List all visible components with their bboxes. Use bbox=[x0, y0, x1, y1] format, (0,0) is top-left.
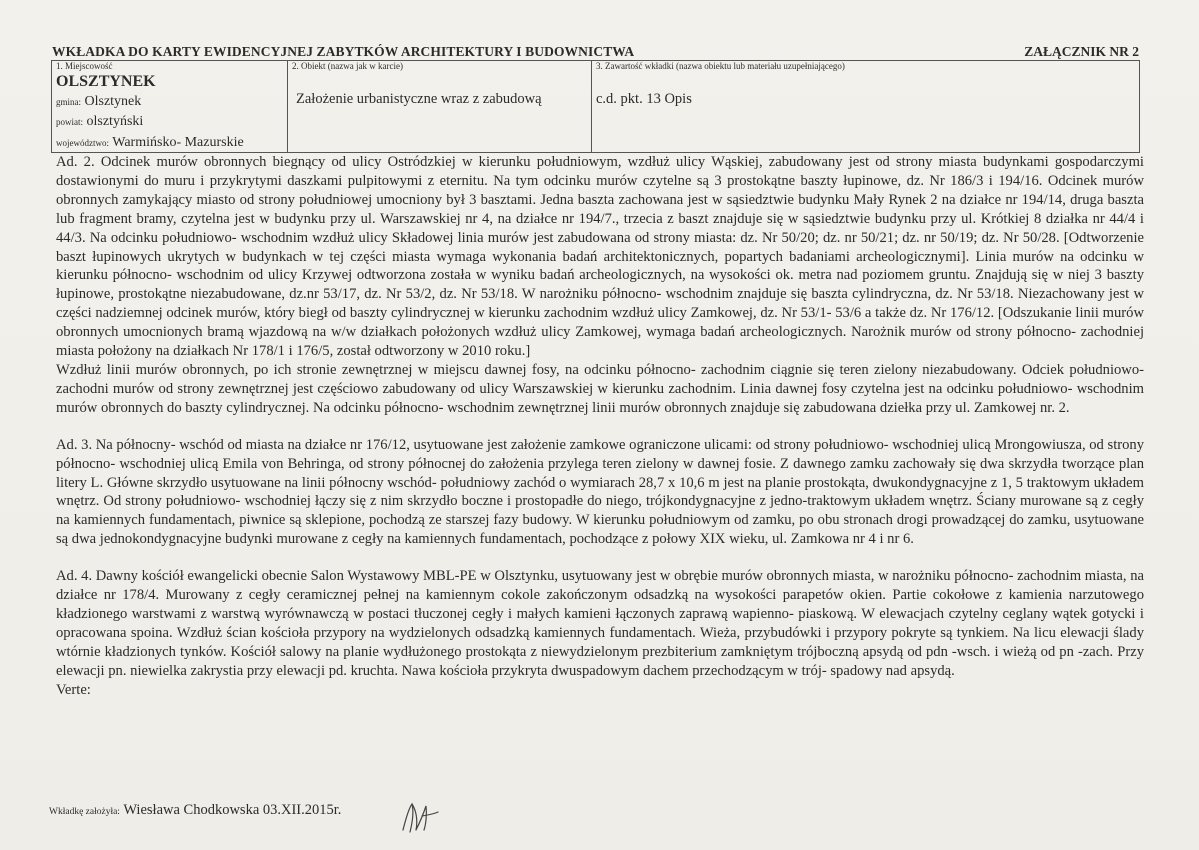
author-name: Wiesława Chodkowska 03.XII.2015r. bbox=[123, 802, 342, 818]
locality-label: 1. Miejscowość bbox=[56, 61, 113, 71]
form-title: WKŁADKA DO KARTY EWIDENCYJNEJ ZABYTKÓW ARCHITEKTURY I BUDOWNICTWA bbox=[52, 44, 635, 59]
contents-label: 3. Zawartość wkładki (nazwa obiektu lub materiału uzupełniającego) bbox=[596, 61, 845, 71]
author-label: Wkładkę założyła: bbox=[49, 807, 120, 817]
paragraph-ad3: Ad. 3. Na północny- wschód od miasta na działce nr 176/12, usytuowane jest założenie zamkowe ograniczone ulicami: od strony południowo- wschodniej ulicą Mrongowiusza, od strony północno- wschodniej ulicą Emila von Behringa, od strony północnej do założenia przylega teren zielony w dawnej fosie. Z dawnego zamku zachowały się dwa skrzydła tworzące plan litery L. Główne skrzydło usytuowane na linii północny wschód- południowy zachód o wymiarach 28,7 x 10,6 m jest na planie prostokąta, dwukondygnacyjne z 1, 5 traktowym układem wnętrz. Od strony południowo- wschodniej łączy się z nim skrzydło boczne i prostopadłe do niego, trójkondygnacyjne z jedno-traktowym układem wnętrz. Ściany murowane są z cegły na kamiennych fundamentach, piwnice są sklepione, pochodzą ze starszej fazy budowy. W kierunku południowym od zamku, po obu stronach drogi prowadzącej do zamku, usytuowane są dwa jednokondygnacyjne budynki murowane z cegły na kamiennych fundamentach, pochodzące z połowy XIX wieku, ul. Zamkowa nr 4 i nr 6. bbox=[56, 436, 1144, 548]
description-body bbox=[56, 153, 1144, 699]
paragraph-ad2: Ad. 2. Odcinek murów obronnych biegnący od ulicy Ostródzkiej w kierunku południowym, wzdłuż ulicy Wąskiej, zabudowany jest od strony miasta budynkami gospodarczymi dostawionymi do muru i przykrytymi daszkami pulpitowymi z eternitu. Na tym odcinku murów czytelne są 3 prostokątne baszty łupinowe, dz. Nr 186/3 i 194/16. Odcinek murów obronnych zamykający miasto od strony południowej umocniony był 3 basztami. Jedna baszta zachowana jest w sąsiedztwie budynku Mały Rynek 2 na działce nr 194/14, druga baszta lub fragment bramy, czytelna jest w budynku przy ul. Warszawskiej nr 4, na działce nr 194/7., trzecia z baszt znajduje się w sąsiedztwie budynku przy ul. Krótkiej 8 działka nr 44/4 i 44/3. Na odcinku południowo- wschodnim wzdłuż ulicy Składowej linia murów jest zabudowana od strony miasta: dz. Nr 50/20; dz. nr 50/21; dz. nr 50/19; dz. Nr 50/28. [Odtworzenie baszt łupinowych ukrytych w budynkach w tej części miasta wymaga wykonania badań architektonicznych, popartych badaniami archeologicznymi]. Linia murów na odcinku w kierunku północno- wschodnim od ulicy Krzywej odtworzona została w wyniku badań archeologicznych, na wysokości ok. metra nad poziomem gruntu. Znajdują się w niej 3 baszty łupinowe, prostokątne niezabudowane, dz.nr 53/17, dz. Nr 53/2, dz. Nr 53/18. W narożniku północno- wschodnim znajduje się baszta cylindryczna, dz. Nr 53/18. Niezachowany jest w części nadziemnej odcinek murów, który biegł od baszty cylindrycznej w kierunku zachodnim wzdłuż ulicy Zamkowej, dz. Nr 53/1- 53/6 a także dz. Nr 176/12. [Odszukanie linii murów obronnych umocnionych bramą wjazdową na w/w działkach położonych wzdłuż ulicy Zamkowej, wymaga badań archeologicznych. Narożnik murów od strony północno- zachodniej miasta położony na działkach Nr 178/1 i 176/5, został odtworzony w 2010 roku.] bbox=[56, 154, 1144, 360]
object-cell bbox=[288, 61, 592, 152]
contents-cell bbox=[592, 61, 1141, 152]
author-line bbox=[49, 802, 341, 819]
voivodeship-label: województwo: bbox=[56, 138, 109, 148]
gmina-label: gmina: bbox=[56, 97, 81, 107]
object-label: 2. Obiekt (nazwa jak w karcie) bbox=[292, 61, 403, 71]
paragraph-ad2-continued: Wzdłuż linii murów obronnych, po ich stronie zewnętrznej w miejscu dawnej fosy, na odcinku północno- zachodnim ciągnie się teren zielony niezabudowany. Odciek południowo- zachodni murów od strony zewnętrznej jest częściowo zabudowany od ulicy Warszawskiej w kierunku zachodnim. Linia dawnej fosy czytelna jest na odcinku południowo- wschodnim murów obronnych do baszty cylindrycznej. Na odcinku północno- wschodnim zewnętrznej linii murów obronnych znajduje się zabudowana dziełka przy ul. Zamkowej nr. 2. bbox=[56, 361, 1144, 416]
powiat-value: olsztyński bbox=[86, 114, 144, 129]
header-table bbox=[51, 60, 1140, 153]
powiat-line bbox=[56, 114, 143, 130]
verte-label: Verte: bbox=[56, 681, 91, 698]
object-value: Założenie urbanistyczne wraz z zabudową bbox=[296, 91, 542, 107]
handwritten-signature bbox=[400, 800, 440, 836]
powiat-label: powiat: bbox=[56, 117, 83, 127]
contents-value: c.d. pkt. 13 Opis bbox=[596, 91, 692, 107]
voivodeship-value: Warmińsko- Mazurskie bbox=[112, 135, 244, 150]
voivodeship-line bbox=[56, 135, 244, 151]
paragraph-ad4: Ad. 4. Dawny kościół ewangelicki obecnie Salon Wystawowy MBL-PE w Olsztynku, usytuowany jest w obrębie murów obronnych miasta, w narożniku północno- zachodnim miasta, na działce nr 178/4. Murowany z cegły ceramicznej pełnej na kamiennym cokole zakończonym odsadzką na wysokości parapetów okien. Partie cokołowe z kamienia narzutowego kładzionego warstwami z warstwą wyrównawczą w postaci tłuczonej cegły i małych kamieni łączonych zaprawą wapienno- piaskową. W elewacjach czytelny ceglany wątek gotycki i opracowana spoina. Wzdłuż ścian kościoła przypory na wydzielonych odsadzką kamiennych fundamentach. Wieża, przybudówki i przypory pokryte są tynkiem. Na licu elewacji ślady wtórnie kładzionych tynków. Kościół salowy na planie wydłużonego prostokąta z niewydzielonym prezbiterium zamkniętym trójboczną apsydą od pdn -wsch. i wieżą od pn -zach. Przy elewacji pn. niewielka zakrystia przy elewacji pd. kruchta. Nawa kościoła przykryta dwuspadowym dachem przechodzącym w trój- spadowy nad apsydą. bbox=[56, 568, 1144, 679]
locality-name: OLSZTYNEK bbox=[56, 73, 156, 90]
annex-number: ZAŁĄCZNIK NR 2 bbox=[1024, 44, 1139, 59]
locality-cell bbox=[52, 61, 288, 152]
gmina-line bbox=[56, 94, 141, 110]
gmina-value: Olsztynek bbox=[84, 94, 142, 109]
